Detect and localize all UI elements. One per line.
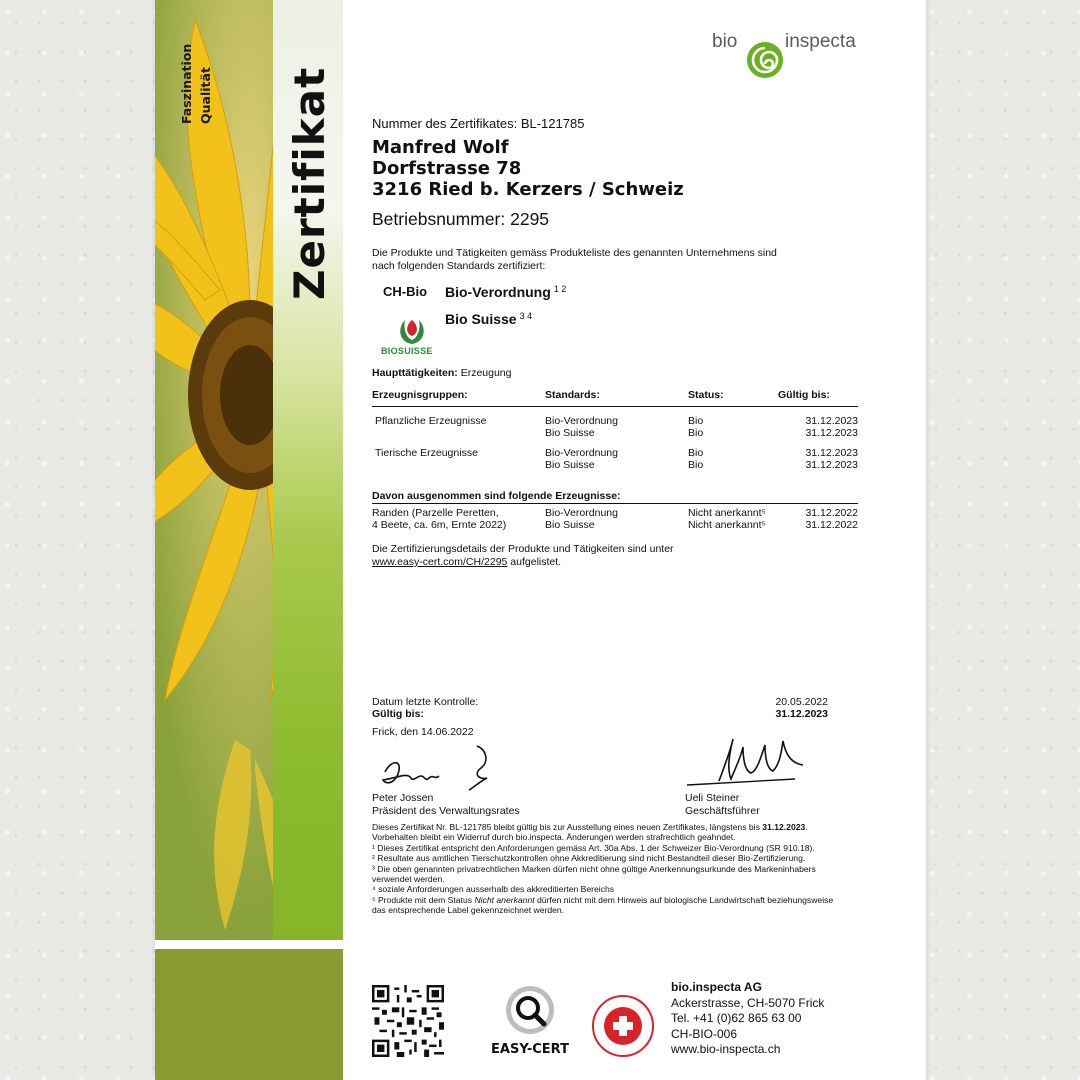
cell-group	[372, 459, 545, 475]
biosuisse-logo	[381, 314, 439, 358]
cell-status: Bio	[688, 426, 704, 439]
control-labels	[372, 696, 478, 720]
cell-group	[372, 427, 545, 443]
place-date: Frick, den 14.06.2022	[372, 726, 474, 738]
logo-text-inspecta: inspecta	[785, 31, 856, 52]
cell-status: Bio	[688, 414, 704, 427]
footnote-validity-date: 31.12.2023	[762, 822, 806, 832]
company-address: Ackerstrasse, CH-5070 Frick	[671, 995, 825, 1010]
signatory-right-name: Ueli Steiner	[685, 792, 740, 804]
cell-status: Bio	[688, 446, 704, 459]
intro-text	[372, 247, 842, 273]
ch-bio-label: CH-Bio	[383, 284, 428, 299]
exception-standards	[545, 507, 685, 531]
exception-std-line2: Bio Suisse	[545, 519, 595, 531]
signature-peter-jossen	[377, 742, 517, 792]
company-web[interactable]: www.bio-inspecta.ch	[671, 1042, 781, 1056]
standard-1-notes: 1 2	[553, 284, 567, 294]
biosuisse-logo-text: BIOSUISSE	[381, 346, 433, 356]
easy-cert-link[interactable]: www.easy-cert.com/CH/2295	[372, 556, 508, 568]
col-header-groups: Erzeugnisgruppen:	[372, 388, 545, 406]
signature-ueli-steiner	[685, 735, 815, 795]
holder-address	[372, 137, 684, 200]
sunflower-banner	[155, 0, 343, 1080]
table-header-row	[372, 388, 858, 406]
footnote-3: ³ Die oben genannten privatrechtlichen Marken dürfen nicht ohne gültige Anerkennungsurkunde des Markeninhabers verwendet werden.	[372, 863, 816, 885]
company-code: CH-BIO-006	[671, 1026, 738, 1041]
cell-standard: Bio-Verordnung	[545, 446, 618, 459]
standard-2-name: Bio Suisse	[445, 311, 517, 327]
control-values	[715, 696, 828, 720]
products-table	[372, 388, 858, 475]
swiss-accreditation-seal	[592, 995, 654, 1057]
easy-cert-label: EASY-CERT	[491, 1042, 569, 1057]
holder-name: Manfred Wolf	[372, 137, 509, 158]
cell-status: Bio	[688, 458, 704, 471]
certificate-page	[155, 0, 926, 1080]
exception-product-line1: Randen (Parzelle Peretten,	[372, 507, 499, 519]
holder-city: 3216 Ried b. Kerzers / Schweiz	[372, 179, 684, 200]
certificate-number: Nummer des Zertifikates: BL-121785	[372, 116, 585, 131]
standard-2-notes: 3 4	[519, 311, 533, 321]
exceptions-title: Davon ausgenommen sind folgende Erzeugnisse:	[372, 490, 621, 502]
footnote-5-b: dürfen nicht mit dem Hinweis auf biologische Landwirtschaft beziehungsweise das entsprechende Label gekennzeichnet werden.	[372, 894, 834, 916]
cell-valid: 31.12.2023	[805, 426, 858, 439]
cell-valid: 31.12.2023	[805, 446, 858, 459]
signatory-right-role: Geschäftsführer	[685, 805, 760, 817]
swiss-cross-icon	[592, 995, 654, 1057]
standard-bio-verordnung	[445, 284, 566, 300]
company-phone: Tel. +41 (0)62 865 63 00	[671, 1011, 802, 1025]
main-activities-value: Erzeugung	[460, 367, 512, 379]
holder-street: Dorfstrasse 78	[372, 158, 522, 179]
footnote-4: ⁴ soziale Anforderungen ausserhalb des akkreditierten Bereichs	[372, 884, 615, 895]
company-name: bio.inspecta AG	[671, 980, 762, 994]
qr-code[interactable]	[372, 985, 444, 1057]
biosuisse-bud-icon	[395, 314, 429, 346]
exception-valid	[792, 507, 858, 531]
table-row	[372, 459, 858, 475]
col-header-valid: Gültig bis:	[778, 388, 858, 406]
cell-standard: Bio Suisse	[545, 458, 595, 471]
exception-valid-line1: 31.12.2022	[805, 507, 858, 519]
signatory-left	[372, 792, 520, 818]
cell-standard: Bio-Verordnung	[545, 414, 618, 427]
table-row	[372, 406, 858, 427]
magnifier-icon	[504, 984, 556, 1038]
details-line2	[372, 556, 842, 569]
col-header-status: Status:	[688, 388, 778, 406]
valid-until-label: Gültig bis:	[372, 708, 424, 720]
exception-product	[372, 507, 542, 531]
exceptions-divider	[372, 503, 858, 504]
footnotes	[372, 822, 844, 916]
main-activities	[372, 367, 511, 379]
cell-standard: Bio Suisse	[545, 426, 595, 439]
footnote-validity	[372, 822, 844, 843]
exception-valid-line2: 31.12.2022	[805, 519, 858, 531]
main-activities-label: Haupttätigkeiten:	[372, 367, 458, 379]
footnote-1: ¹ Dieses Zertifikat entspricht den Anforderungen gemäss Art. 30a Abs. 1 der Schweizer Bio-Verordnung (SR 910.18).	[372, 842, 815, 853]
banner-divider	[155, 940, 343, 949]
intro-line1: Die Produkte und Tätigkeiten gemäss Produkteliste des genannten Unternehmens sind	[372, 247, 777, 259]
table-row	[372, 443, 858, 459]
footnote-validity-text: Dieses Zertifikat Nr. BL-121785 bleibt gültig bis zur Ausstellung eines neuen Zertifikates, längstens bis	[372, 822, 760, 832]
exception-std-line1: Bio-Verordnung	[545, 507, 618, 519]
footnote-validity-rest: . Vorbehalten bleibt ein Widerruf durch bio.inspecta. Änderungen werden strafrechtlich geahndet.	[372, 822, 808, 843]
banner-title: Zertifikat	[285, 66, 334, 300]
last-control-value: 20.05.2022	[775, 696, 828, 708]
footnote-5-a: ⁵ Produkte mit dem Status	[372, 894, 475, 905]
banner-subtitle	[177, 14, 221, 124]
cell-valid: 31.12.2023	[805, 414, 858, 427]
standard-bio-suisse	[445, 311, 532, 327]
exception-status	[688, 507, 788, 531]
footnote-2: ² Resultate aus amtlichen Tierschutzkontrollen ohne Akkreditierung sind nicht Bestandteil dieser Bio-Zertifizierung.	[372, 853, 806, 864]
exception-status-line1: Nicht anerkannt⁵	[688, 507, 766, 519]
certification-details	[372, 543, 842, 569]
table-row	[372, 427, 858, 443]
logo-eye-icon	[745, 40, 785, 80]
signatory-right	[685, 792, 760, 818]
details-suffix: aufgelistet.	[507, 556, 562, 568]
details-line1: Die Zertifizierungsdetails der Produkte und Tätigkeiten sind unter	[372, 543, 674, 555]
company-info	[671, 980, 824, 1058]
valid-until-value: 31.12.2023	[775, 708, 828, 720]
betriebsnummer: Betriebsnummer: 2295	[372, 209, 550, 229]
exception-product-line2: 4 Beete, ca. 6m, Ernte 2022)	[372, 519, 507, 531]
cell-group: Tierische Erzeugnisse	[375, 446, 478, 459]
footnote-5	[372, 895, 844, 916]
cell-valid: 31.12.2023	[805, 458, 858, 471]
banner-subtitle-line2: Qualität	[198, 67, 213, 124]
intro-line2: nach folgenden Standards zertifiziert:	[372, 260, 546, 272]
bio-inspecta-logo	[712, 28, 862, 84]
footnote-5-italic: Nicht anerkannt	[474, 894, 535, 905]
banner-subtitle-line1: Faszination	[179, 43, 194, 124]
standard-1-name: Bio-Verordnung	[445, 284, 551, 300]
signatory-left-role: Präsident des Verwaltungsrates	[372, 805, 520, 817]
last-control-label: Datum letzte Kontrolle:	[372, 696, 479, 708]
cell-group: Pflanzliche Erzeugnisse	[375, 414, 487, 427]
signatory-left-name: Peter Jossen	[372, 792, 434, 804]
easy-cert-logo	[490, 984, 570, 1060]
col-header-standards: Standards:	[545, 388, 688, 406]
logo-text-bio: bio	[712, 31, 738, 52]
exception-status-line2: Nicht anerkannt⁵	[688, 519, 766, 531]
